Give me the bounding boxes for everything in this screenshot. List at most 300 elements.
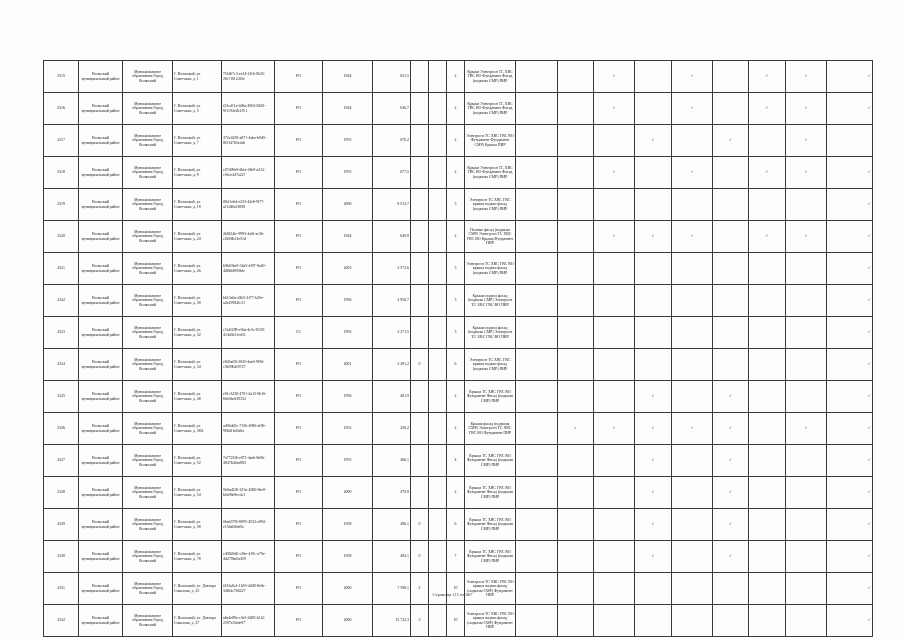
cadastral-id-cell: 372c4259-a871-4abe-b9d5-8f31d7b5e4a0 — [222, 125, 275, 157]
material-cell: РО — [275, 253, 323, 285]
check-cell — [558, 381, 594, 413]
check-cell — [635, 349, 672, 381]
check-cell — [558, 445, 594, 477]
row-number: 2329 — [44, 509, 79, 541]
check-cell — [635, 477, 672, 509]
cadastral-id-cell: c07d09e9-dbfa-48e9-a412-c94ce447a227 — [222, 157, 275, 189]
address-cell: Г. Волжский, ул. Советская, д. 34 — [173, 349, 222, 381]
checkmark-icon: ✓ — [651, 457, 655, 463]
cadastral-id-cell: b9b63be9-34a5-4f97-9a40-4d8b6f093bfe — [222, 253, 275, 285]
year-cell: 1944 — [323, 221, 373, 253]
check-cell — [749, 349, 786, 381]
check-cell — [749, 93, 786, 125]
check-cell — [558, 477, 594, 509]
floors-cell: 2 — [411, 573, 429, 605]
check-cell — [713, 317, 749, 349]
material-cell: РО — [275, 573, 323, 605]
table-row — [44, 221, 873, 253]
year-cell: 2006 — [323, 605, 373, 637]
year-cell: 1944 — [323, 93, 373, 125]
area-cell: 3 271,5 — [373, 317, 411, 349]
check-cell — [635, 253, 672, 285]
check-cell — [635, 221, 672, 253]
check-cell — [786, 413, 827, 445]
check-cell — [749, 605, 786, 637]
address-cell: Г. Волжский, ул. Советская, д. 30 — [173, 285, 222, 317]
works-cell: Крыша Электросн ТС ХВС ГВС ВО Фундамент Фасад (подвалы СМР) ПИР — [465, 157, 516, 189]
address-cell: Г. Волжский, ул. Советская, д. 26 — [173, 253, 222, 285]
table-row — [44, 413, 873, 445]
checkmark-icon: ✓ — [867, 105, 871, 111]
checkmark-icon: ✓ — [690, 105, 694, 111]
count-cell: 4 — [447, 445, 465, 477]
address-cell: Г. Волжский, ул. Советская, д. 58 — [173, 509, 222, 541]
count-cell: 2 — [447, 381, 465, 413]
count-cell: 2 — [447, 61, 465, 93]
checkmark-icon: ✓ — [867, 201, 871, 207]
check-cell — [786, 285, 827, 317]
entrances-cell — [429, 317, 447, 349]
checkmark-icon: ✓ — [612, 105, 616, 111]
count-cell: 10 — [447, 573, 465, 605]
area-cell: 15 722,3 — [373, 605, 411, 637]
year-cell: 2003 — [323, 253, 373, 285]
area-cell: 7 598,1 — [373, 573, 411, 605]
count-cell: 2 — [447, 477, 465, 509]
district-cell: Волжский муниципальный район — [79, 189, 123, 221]
check-cell — [672, 477, 713, 509]
material-cell: РО — [275, 125, 323, 157]
check-cell — [749, 157, 786, 189]
checkmark-icon: ✓ — [804, 137, 808, 143]
check-cell — [635, 413, 672, 445]
entrances-cell — [429, 573, 447, 605]
check-cell — [558, 253, 594, 285]
check-cell-last — [827, 157, 873, 189]
checkmark-icon: ✓ — [690, 169, 694, 175]
check-cell — [713, 477, 749, 509]
entrances-cell — [429, 61, 447, 93]
checkmark-icon: ✓ — [651, 553, 655, 559]
checkmark-icon: ✓ — [867, 233, 871, 239]
check-cell — [713, 125, 749, 157]
count-cell: 7 — [447, 541, 465, 573]
entrances-cell — [429, 349, 447, 381]
year-cell: 1955 — [323, 125, 373, 157]
count-cell: 6 — [447, 509, 465, 541]
address-cell: Г. Волжский, ул. Советская, д. 9 — [173, 157, 222, 189]
check-cell — [786, 157, 827, 189]
check-cell — [516, 445, 558, 477]
check-cell — [594, 573, 635, 605]
district-cell: Волжский муниципальный район — [79, 509, 123, 541]
checkmark-icon: ✓ — [804, 73, 808, 79]
municipality-cell: Муниципальное образование Город Волжский — [123, 349, 173, 381]
check-cell — [558, 605, 594, 637]
count-cell: 10 — [447, 605, 465, 637]
check-cell — [749, 125, 786, 157]
check-cell-last — [827, 285, 873, 317]
checkmark-icon: ✓ — [690, 73, 694, 79]
address-cell: Г. Волжский, ул. Советская, д. 24 — [173, 221, 222, 253]
count-cell: 6 — [447, 349, 465, 381]
area-cell: 2 950,7 — [373, 285, 411, 317]
table-row — [44, 509, 873, 541]
check-cell — [635, 93, 672, 125]
year-cell: 1958 — [323, 541, 373, 573]
year-cell: 1944 — [323, 61, 373, 93]
check-cell — [594, 157, 635, 189]
check-cell — [713, 253, 749, 285]
check-cell — [713, 381, 749, 413]
district-cell: Волжский муниципальный район — [79, 125, 123, 157]
check-cell — [749, 285, 786, 317]
entrances-cell — [429, 157, 447, 189]
floors-cell — [411, 381, 429, 413]
works-cell: Крыша подвал фасад (подвалы СМР) Электросн ТС ХВС ГВС ВО ПИР — [465, 285, 516, 317]
works-cell: Крыша Электросн ТС ХВС ГВС ВО Фундамент Фасад (подвалы СМР) ПИР — [465, 61, 516, 93]
check-cell — [749, 541, 786, 573]
check-cell — [516, 509, 558, 541]
row-number: 2327 — [44, 445, 79, 477]
check-cell — [516, 541, 558, 573]
check-cell — [516, 477, 558, 509]
check-cell — [672, 157, 713, 189]
floors-cell — [411, 157, 429, 189]
row-number: 2318 — [44, 157, 79, 189]
check-cell — [672, 413, 713, 445]
count-cell: 2 — [447, 93, 465, 125]
entrances-cell — [429, 509, 447, 541]
checkmark-icon: ✓ — [765, 105, 769, 111]
works-cell: Электросн ТС ХВС ГВС ВО крыша подвал фасад (подвалы СМР) ПИР — [465, 253, 516, 285]
check-cell — [749, 509, 786, 541]
area-cell: 5 491,2 — [373, 349, 411, 381]
area-cell: 631,5 — [373, 61, 411, 93]
district-cell: Волжский муниципальный район — [79, 317, 123, 349]
check-cell-last — [827, 605, 873, 637]
floors-cell — [411, 61, 429, 93]
check-cell — [635, 157, 672, 189]
check-cell — [558, 93, 594, 125]
check-cell — [672, 317, 713, 349]
check-cell — [594, 221, 635, 253]
area-cell: 466,1 — [373, 445, 411, 477]
check-cell — [672, 93, 713, 125]
checkmark-icon: ✓ — [612, 425, 616, 431]
check-cell — [786, 125, 827, 157]
row-number: 2319 — [44, 189, 79, 221]
check-cell — [672, 605, 713, 637]
row-number: 2330 — [44, 541, 79, 573]
municipality-cell: Муниципальное образование Город Волжский — [123, 93, 173, 125]
works-cell: Крыша Электросн ТС ХВС ГВС ВО Фундамент Фасад (подвалы СМР) ПИР — [465, 93, 516, 125]
check-cell — [635, 541, 672, 573]
check-cell — [786, 445, 827, 477]
check-cell-last — [827, 253, 873, 285]
check-cell-last — [827, 317, 873, 349]
check-cell — [516, 381, 558, 413]
cadastral-id-cell: c7a4f288-e36a-4c5c-8150-414d4e11ed31 — [222, 317, 275, 349]
check-cell — [713, 93, 749, 125]
table-row — [44, 381, 873, 413]
check-cell — [594, 605, 635, 637]
check-cell — [516, 413, 558, 445]
row-number: 2326 — [44, 413, 79, 445]
check-cell-last — [827, 541, 873, 573]
entrances-cell — [429, 125, 447, 157]
checkmark-icon: ✓ — [728, 553, 733, 559]
address-cell: Г. Волжский, ул. Советская, д. 78 — [173, 541, 222, 573]
municipality-cell: Муниципальное образование Город Волжский — [123, 573, 173, 605]
check-cell — [558, 509, 594, 541]
page-footer: Страница 111 из 667 — [432, 592, 473, 597]
cadastral-id-cell: a6e4e89a-c3e5-4485-b1f2-2597ef3ede97 — [222, 605, 275, 637]
material-cell: РО — [275, 221, 323, 253]
check-cell — [558, 413, 594, 445]
check-cell — [713, 541, 749, 573]
table-row — [44, 61, 873, 93]
check-cell — [516, 157, 558, 189]
row-number: 2322 — [44, 285, 79, 317]
checkmark-icon: ✓ — [765, 73, 769, 79]
works-cell: Крыша ТС ХВС ГВС ВО Фундамент Фасад (подвалы СМР) ПИР — [465, 541, 516, 573]
check-cell — [635, 573, 672, 605]
check-cell — [713, 445, 749, 477]
check-cell — [786, 253, 827, 285]
floors-cell — [411, 317, 429, 349]
check-cell — [558, 189, 594, 221]
check-cell — [594, 413, 635, 445]
year-cell: 2008 — [323, 189, 373, 221]
municipality-cell: Муниципальное образование Город Волжский — [123, 61, 173, 93]
check-cell — [594, 509, 635, 541]
checkmark-icon: ✓ — [728, 489, 733, 495]
area-cell: 481,9 — [373, 381, 411, 413]
row-number: 2315 — [44, 61, 79, 93]
check-cell — [713, 285, 749, 317]
checkmark-icon: ✓ — [867, 361, 871, 367]
check-cell — [749, 221, 786, 253]
check-cell-last — [827, 509, 873, 541]
check-cell — [594, 445, 635, 477]
area-cell: 494,1 — [373, 541, 411, 573]
check-cell — [713, 157, 749, 189]
cadastral-id-cell: f0bf1e6d-e233-42e6-9f77-a11d46ef3098 — [222, 189, 275, 221]
floors-cell — [411, 125, 429, 157]
works-cell: Электросн ТС ХВС ГВС крыша подвал фасад (подвалы СМР) ПИР — [465, 189, 516, 221]
checkmark-icon: ✓ — [804, 233, 808, 239]
municipality-cell: Муниципальное образование Город Волжский — [123, 413, 173, 445]
check-cell — [672, 285, 713, 317]
count-cell: 5 — [447, 189, 465, 221]
check-cell — [558, 349, 594, 381]
year-cell: 1956 — [323, 381, 373, 413]
cadastral-id-cell: b613a0a-d2b5-4f77-b45e-a2e45984fc31 — [222, 285, 275, 317]
count-cell: 2 — [447, 157, 465, 189]
check-cell — [749, 413, 786, 445]
checkmark-icon: ✓ — [765, 169, 769, 175]
checkmark-icon: ✓ — [651, 521, 655, 527]
check-cell — [672, 573, 713, 605]
cadastral-id-cell: c4082640-c56e-419c-a70e-4d270be0a459 — [222, 541, 275, 573]
checkmark-icon: ✓ — [728, 457, 733, 463]
municipality-cell: Муниципальное образование Город Волжский — [123, 477, 173, 509]
year-cell: 1993 — [323, 317, 373, 349]
check-cell — [594, 541, 635, 573]
check-cell — [635, 285, 672, 317]
material-cell: РО — [275, 509, 323, 541]
count-cell: 2 — [447, 413, 465, 445]
check-cell-last — [827, 477, 873, 509]
check-cell — [516, 189, 558, 221]
works-cell: Электросн ТС ХВС ГВС крыша подвал фасад (подвалы СМР) ПИР — [465, 349, 516, 381]
address-cell: Г. Волжский, ул. Советская, д. 54 — [173, 477, 222, 509]
check-cell — [672, 541, 713, 573]
check-cell — [516, 317, 558, 349]
entrances-cell — [429, 605, 447, 637]
count-cell: 5 — [447, 253, 465, 285]
entrances-cell — [429, 285, 447, 317]
entrances-cell — [429, 445, 447, 477]
area-cell: 649,8 — [373, 221, 411, 253]
checkmark-icon: ✓ — [867, 265, 871, 271]
check-cell — [594, 317, 635, 349]
checkmark-icon: ✓ — [690, 425, 694, 431]
district-cell: Волжский муниципальный район — [79, 477, 123, 509]
check-cell — [672, 125, 713, 157]
check-cell — [786, 61, 827, 93]
check-cell — [749, 253, 786, 285]
area-cell: 670,2 — [373, 125, 411, 157]
area-cell: 636,7 — [373, 93, 411, 125]
year-cell: 1955 — [323, 445, 373, 477]
district-cell: Волжский муниципальный район — [79, 541, 123, 573]
checkmark-icon: ✓ — [867, 329, 871, 335]
checkmark-icon: ✓ — [651, 489, 655, 495]
material-cell: РО — [275, 445, 323, 477]
floors-cell — [411, 221, 429, 253]
table-row — [44, 253, 873, 285]
check-cell — [516, 61, 558, 93]
district-cell: Волжский муниципальный район — [79, 93, 123, 125]
year-cell: 1996 — [323, 285, 373, 317]
check-cell — [713, 349, 749, 381]
count-cell: 2 — [447, 221, 465, 253]
row-number: 2324 — [44, 349, 79, 381]
address-cell: Г. Волжский, ул. Советская, д. 38А — [173, 413, 222, 445]
check-cell — [558, 125, 594, 157]
address-cell: Г. Волжский, ул. Доктора Соколова, д. 25 — [173, 573, 222, 605]
area-cell: 5 573,6 — [373, 253, 411, 285]
check-cell — [594, 477, 635, 509]
check-cell — [594, 93, 635, 125]
checkmark-icon: ✓ — [867, 297, 871, 303]
area-cell: 438,2 — [373, 413, 411, 445]
check-cell — [594, 381, 635, 413]
check-cell — [594, 125, 635, 157]
material-cell: РО — [275, 381, 323, 413]
check-cell — [713, 573, 749, 605]
check-cell-last — [827, 573, 873, 605]
table-row — [44, 477, 873, 509]
works-cell: Крыша подвал фасад (подвалы СМР) Электросн ТС ХВС ГВС ВО ПИР — [465, 317, 516, 349]
check-cell — [516, 605, 558, 637]
works-cell: Крыша ТС ХВС ГВС ВО Фундамент Фасад (подвалы СМР) ПИР — [465, 381, 516, 413]
check-cell-last — [827, 189, 873, 221]
check-cell — [558, 285, 594, 317]
row-number: 2331 — [44, 573, 79, 605]
cadastral-id-cell: 7f3467c3-ee14-4f1b-9b35-28c7f0124f3e — [222, 61, 275, 93]
table-row — [44, 541, 873, 573]
check-cell — [558, 541, 594, 573]
check-cell — [713, 61, 749, 93]
checkmark-icon: ✓ — [690, 233, 694, 239]
district-cell: Волжский муниципальный район — [79, 349, 123, 381]
checkmark-icon: ✓ — [651, 137, 655, 143]
address-cell: Г. Волжский, ул. Советская, д. 32 — [173, 317, 222, 349]
checkmark-icon: ✓ — [728, 521, 733, 527]
municipality-cell: Муниципальное образование Город Волжский — [123, 445, 173, 477]
district-cell: Волжский муниципальный район — [79, 445, 123, 477]
row-number: 2323 — [44, 317, 79, 349]
count-cell: 3 — [447, 285, 465, 317]
material-cell: РО — [275, 413, 323, 445]
check-cell — [516, 125, 558, 157]
table-row — [44, 605, 873, 637]
entrances-cell — [429, 477, 447, 509]
checkmark-icon: ✓ — [867, 553, 871, 559]
municipality-cell: Муниципальное образование Город Волжский — [123, 381, 173, 413]
check-cell — [635, 509, 672, 541]
check-cell — [635, 125, 672, 157]
check-cell — [594, 285, 635, 317]
check-cell — [594, 349, 635, 381]
entrances-cell — [429, 381, 447, 413]
floors-cell: 3 — [411, 605, 429, 637]
floors-cell — [411, 477, 429, 509]
check-cell — [672, 189, 713, 221]
district-cell: Волжский муниципальный район — [79, 413, 123, 445]
check-cell — [786, 221, 827, 253]
floors-cell — [411, 93, 429, 125]
check-cell — [786, 189, 827, 221]
cadastral-id-cell: 0bab579f-8095-4533-a994-e136afb9af0c — [222, 509, 275, 541]
row-number: 2321 — [44, 253, 79, 285]
checkmark-icon: ✓ — [651, 393, 655, 399]
check-cell — [672, 445, 713, 477]
check-cell — [635, 605, 672, 637]
entrances-cell — [429, 221, 447, 253]
check-cell — [786, 605, 827, 637]
entrances-cell — [429, 253, 447, 285]
check-cell — [786, 509, 827, 541]
check-cell — [786, 573, 827, 605]
checkmark-icon: ✓ — [612, 73, 616, 79]
district-cell: Волжский муниципальный район — [79, 253, 123, 285]
table-row — [44, 573, 873, 605]
year-cell: 1955 — [323, 157, 373, 189]
check-cell — [672, 221, 713, 253]
floors-cell — [411, 253, 429, 285]
checkmark-icon: ✓ — [867, 489, 871, 495]
check-cell — [749, 317, 786, 349]
checkmark-icon: ✓ — [765, 233, 769, 239]
table-row — [44, 349, 873, 381]
address-cell: Г. Волжский, ул. Советская, д. 7 — [173, 125, 222, 157]
district-cell: Волжский муниципальный район — [79, 221, 123, 253]
count-cell: 3 — [447, 317, 465, 349]
